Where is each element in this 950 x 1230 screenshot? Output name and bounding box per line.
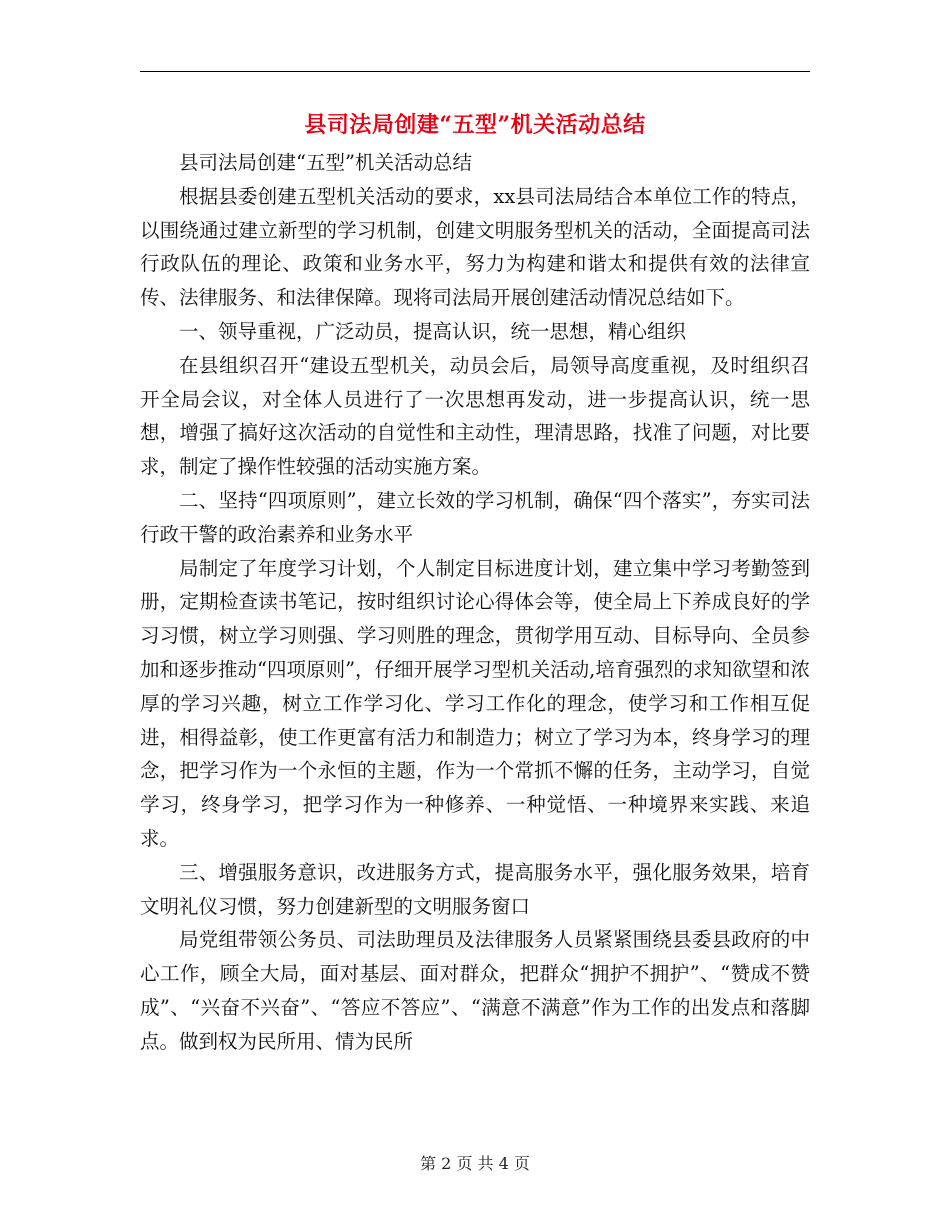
document-title: 县司法局创建“五型”机关活动总结 xyxy=(304,112,646,138)
page-number-footer: 第 2 页 共 4 页 xyxy=(420,1154,530,1173)
document-subtitle: 县司法局创建“五型”机关活动总结 xyxy=(179,151,472,174)
paragraph-section-1: 在县组织召开“建设五型机关，动员会后，局领导高度重视，及时组织召开全局会议，对全体人员进行了一次思想再发动，进一步提高认识，统一思想，增强了搞好这次活动的自觉性和主动性，理清思路，找准了问题，对比要求，制定了操作性较强的活动实施方案。 xyxy=(140,353,810,479)
section-heading-3: 三、增强服务意识，改进服务方式，提高服务水平，强化服务效果，培育文明礼仪习惯，努力创建新型的文明服务窗口 xyxy=(140,860,810,918)
document-body xyxy=(140,146,810,1059)
section-heading-2: 二、坚持“四项原则”，建立长效的学习机制，确保“四个落实”，夯实司法行政干警的政治素养和业务水平 xyxy=(140,488,810,546)
paragraph-section-2: 局制定了年度学习计划，个人制定目标进度计划，建立集中学习考勤签到册，定期检查读书笔记，按时组织讨论心得体会等，使全局上下养成良好的学习习惯，树立学习则强、学习则胜的理念，贯彻学用互动、目标导向、全员参加和逐步推动“四项原则”，仔细开展学习型机关活动,培育强烈的求知欲望和浓厚的学习兴趣，树立工作学习化、学习工作化的理念，使学习和工作相互促进，相得益彰，使工作更富有活力和制造力；树立了学习为本，终身学习的理念，把学习作为一个永恒的主题，作为一个常抓不懈的任务，主动学习，自觉学习，终身学习，把学习作为一种修养、一种觉悟、一种境界来实践、来追求。 xyxy=(140,556,810,850)
section-heading-1: 一、领导重视，广泛动员，提高认识，统一思想，精心组织 xyxy=(179,319,687,343)
paragraph-section-3: 局党组带领公务员、司法助理员及法律服务人员紧紧围绕县委县政府的中心工作，顾全大局，面对基层、面对群众，把群众“拥护不拥护”、“赞成不赞成”、“兴奋不兴奋”、“答应不答应”、“满意不满意”作为工作的出发点和落脚点。做到权为民所用、情为民所 xyxy=(140,928,810,1053)
paragraph-intro: 根据县委创建五型机关活动的要求，xx县司法局结合本单位工作的特点，以围绕通过建立新型的学习机制，创建文明服务型机关的活动，全面提高司法行政队伍的理论、政策和业务水平，努力为构建和谐太和提供有效的法律宣传、法律服务、和法律保障。现将司法局开展创建活动情况总结如下。 xyxy=(140,184,810,310)
header-rule xyxy=(140,71,810,72)
